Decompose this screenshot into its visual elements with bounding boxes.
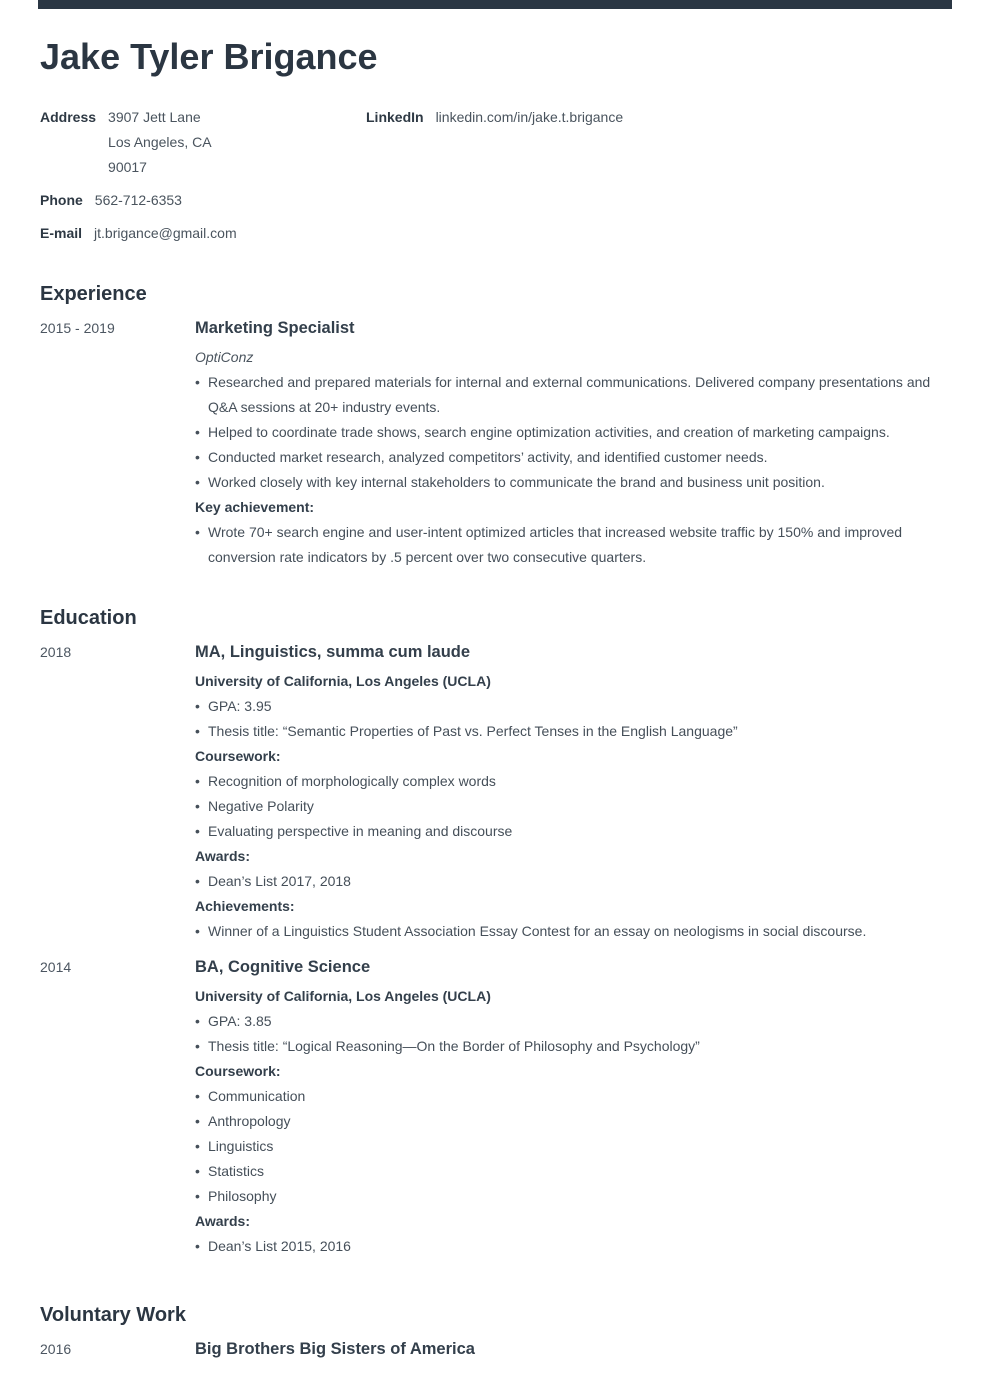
- education-entry-ba: [40, 955, 950, 1259]
- bullet-item: • Dean’s List 2015, 2016: [195, 1234, 950, 1259]
- organization-name: Big Brothers Big Sisters of America: [195, 1340, 475, 1358]
- education-entry-ma: [40, 640, 950, 944]
- phone-value: 562-712-6353: [94, 192, 182, 208]
- bullet-item: • Linguistics: [195, 1134, 950, 1159]
- company-name: OptiConz: [195, 349, 254, 365]
- bullet-item: • Evaluating perspective in meaning and discourse: [195, 819, 950, 844]
- section-voluntary-work: [40, 1303, 950, 1362]
- bullet-item: • Negative Polarity: [195, 794, 950, 819]
- bullet-item: • Recognition of morphologically complex words: [195, 769, 950, 794]
- linkedin-label: LinkedIn: [366, 109, 424, 125]
- experience-entry: [40, 316, 950, 570]
- key-achievement-label: Key achievement:: [195, 499, 315, 515]
- entry-content: [195, 955, 950, 1259]
- contact-block: [40, 105, 950, 246]
- awards-label: Awards:: [195, 848, 250, 864]
- degree-title: MA, Linguistics, summa cum laude: [195, 643, 471, 661]
- top-accent-bar: [38, 0, 952, 9]
- section-education: [40, 606, 950, 1259]
- person-name: Jake Tyler Brigance: [40, 36, 378, 77]
- address-line-2: Los Angeles, CA: [108, 134, 212, 150]
- address-line-3: 90017: [108, 159, 147, 175]
- school-name: University of California, Los Angeles (UCLA): [195, 988, 491, 1004]
- bullet-item: • GPA: 3.95: [195, 694, 950, 719]
- education-heading: Education: [40, 607, 137, 629]
- contact-row-address: [40, 105, 366, 180]
- contact-right-column: [366, 105, 623, 246]
- awards-label: Awards:: [195, 1213, 250, 1229]
- bullet-item: • Philosophy: [195, 1184, 950, 1209]
- contact-left-column: [40, 105, 366, 246]
- address-line-1: 3907 Jett Lane: [108, 109, 201, 125]
- entry-content: [195, 640, 950, 944]
- bullet-item: • Worked closely with key internal stakeholders to communicate the brand and business unit position.: [195, 470, 950, 495]
- bullet-item: • Thesis title: “Semantic Properties of Past vs. Perfect Tenses in the English Language”: [195, 719, 950, 744]
- linkedin-value: linkedin.com/in/jake.t.brigance: [435, 109, 624, 125]
- bullet-item: • Conducted market research, analyzed competitors’ activity, and identified customer needs.: [195, 445, 950, 470]
- bullet-item: • GPA: 3.85: [195, 1009, 950, 1034]
- contact-row-phone: [40, 188, 366, 213]
- entry-dates: 2018: [40, 644, 72, 660]
- page-content: [0, 36, 990, 1362]
- school-name: University of California, Los Angeles (UCLA): [195, 673, 491, 689]
- bullet-item: • Helped to coordinate trade shows, search engine optimization activities, and creation of marketing campaigns.: [195, 420, 950, 445]
- entry-dates: 2015 - 2019: [40, 320, 115, 336]
- degree-title: BA, Cognitive Science: [195, 958, 371, 976]
- voluntary-work-heading: Voluntary Work: [40, 1304, 186, 1326]
- address-label: Address: [40, 109, 97, 125]
- bullet-item: • Wrote 70+ search engine and user-intent optimized articles that increased website traffic by 150% and improved conversion rate indicators by .5 percent over two consecutive quarters.: [195, 520, 950, 570]
- bullet-item: • Winner of a Linguistics Student Association Essay Contest for an essay on neologisms in social discourse.: [195, 919, 950, 944]
- bullet-item: • Communication: [195, 1084, 950, 1109]
- coursework-label: Coursework:: [195, 1063, 281, 1079]
- entry-content: [195, 1337, 950, 1362]
- contact-row-email: [40, 221, 366, 246]
- job-title: Marketing Specialist: [195, 319, 355, 337]
- entry-content: [195, 316, 950, 570]
- bullet-item: • Thesis title: “Logical Reasoning—On the Border of Philosophy and Psychology”: [195, 1034, 950, 1059]
- achievements-label: Achievements:: [195, 898, 295, 914]
- bullet-item: • Dean’s List 2017, 2018: [195, 869, 950, 894]
- address-value: [108, 105, 212, 180]
- section-experience: [40, 282, 950, 570]
- bullet-item: • Anthropology: [195, 1109, 950, 1134]
- entry-dates: 2016: [40, 1341, 72, 1357]
- email-label: E-mail: [40, 225, 83, 241]
- bullet-item: • Researched and prepared materials for internal and external communications. Delivered company presentations and Q&A sessions at 20+ industry events.: [195, 370, 950, 420]
- voluntary-entry: [40, 1337, 950, 1362]
- email-value: jt.brigance@gmail.com: [94, 225, 237, 241]
- bullet-item: • Statistics: [195, 1159, 950, 1184]
- phone-label: Phone: [40, 192, 83, 208]
- entry-dates: 2014: [40, 959, 72, 975]
- contact-row-linkedin: [366, 105, 623, 130]
- experience-heading: Experience: [40, 283, 147, 305]
- coursework-label: Coursework:: [195, 748, 281, 764]
